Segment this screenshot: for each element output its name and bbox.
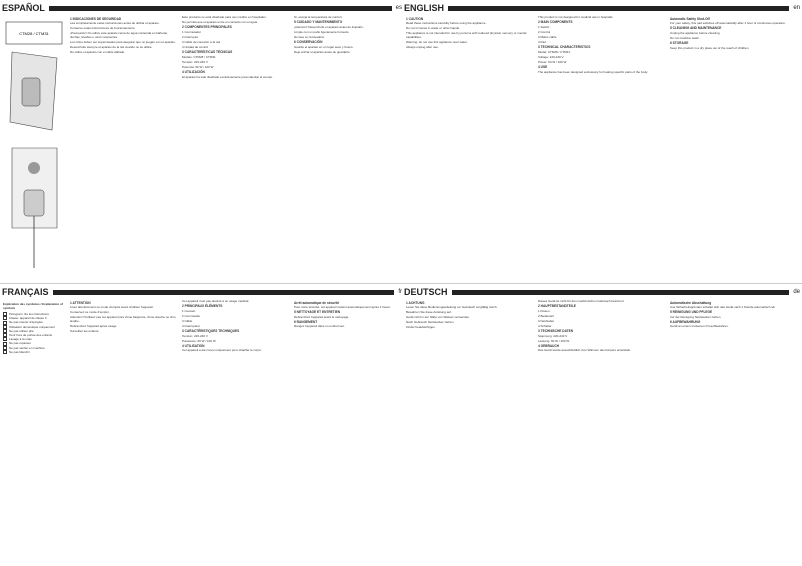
de-paragraph: Nach Gebrauch Netzstecker ziehen. [406,320,455,325]
fr-title: FRANÇAIS [2,287,49,297]
en-code: en [793,5,800,11]
es-paragraph: Deje enfriar el aparato antes de guardarlo. [294,49,351,54]
en-section-heading: 6 STORAGE [670,40,689,45]
fr-code: fr [398,289,402,295]
en-component: 1 Switch [538,24,550,29]
fr-section-heading: 6 RANGEMENT [294,319,318,324]
fr-component: 4 Interrupteur [182,323,201,328]
legend-item: Pictogram: lire les instructions [3,312,67,316]
de-col-2 [538,300,666,562]
de-paragraph: Vor der Reinigung Netzstecker ziehen. [670,314,722,319]
en-col-3 [670,16,798,278]
en-paragraph: Keep this product in a dry place out of the reach of children. [670,45,750,50]
de-paragraph: Gerät an einem trockenen Ort aufbewahren. [670,324,729,329]
fr-col-2 [182,300,290,562]
symbol-legend [3,302,67,564]
de-section-heading: 1 ACHTUNG [406,300,425,305]
en-col-1 [406,16,534,278]
en-paragraph: This appliance is not intended for use by persons with reduced physical, sensory or mental capabilities. [406,31,527,39]
es-component: 4 Unidad de control [182,45,209,50]
en-paragraph: Unplug the appliance before cleaning. [670,30,721,35]
de-paragraph: Bewahren Sie diese Anleitung auf. [406,310,452,315]
fr-paragraph: Surveillez les enfants. [70,329,100,334]
fr-paragraph: Conservez ce mode d'emploi. [70,310,110,315]
de-section-heading: 2 HAUPTBESTANDTEILE [538,304,576,309]
es-paragraph: ¡Atención! Desenchufe el aparato antes de limpiarlo. [294,24,364,29]
es-component: 1 Conmutador [182,29,202,34]
device-label: CTM28 / CTM31 [19,31,49,36]
es-spec: Potencia: 60 W / 100 W [182,64,214,69]
fr-paragraph: Lisez attentivement ce mode d'emploi avant d'utiliser l'appareil. [70,305,154,310]
es-code: es [395,5,402,11]
es-paragraph: No lave en la lavadora. [294,34,325,39]
fr-paragraph: Attention! N'utilisez pas cet appareil près d'une baignoire, d'une douche ou d'un lavabo. [70,315,176,323]
fr-paragraph: Rangez l'appareil dans un endroit sec. [294,324,345,329]
es-paragraph: Lea completamente estas instrucciones antes de utilizar el aparato. [70,21,160,26]
en-paragraph: Read these instructions carefully before using the appliance. [406,21,487,26]
bottom-page [0,283,802,566]
es-component: 3 Cable de conexión a la red [182,39,221,44]
de-paragraph: Lesen Sie diese Bedienungsanleitung vor Gebrauch sorgfältig durch. [406,305,498,310]
legend-item: Ne pas sécher en machine [3,346,67,350]
en-spec: Power: 60 W / 100 W [538,59,567,64]
de-section-heading: 6 AUFBEWAHRUNG [670,319,701,324]
es-section-heading: 6 CONSERVACIÓN [294,39,323,44]
es-col-1 [70,16,178,278]
fr-section-heading: 1 ATTENTION [70,300,91,305]
fr-component: 2 Commande [182,313,201,318]
en-paragraph: Do not immerse in water or other liquids. [406,26,460,31]
es-section-heading: 3 CARACTERÍSTICAS TÉCNICAS [182,50,233,55]
en-title: ENGLISH [404,3,445,13]
es-paragraph: ¡Precaución! No utilice este aparato cerca de agua contenida en bañeras, duchas, lavabos u otros recipientes. [70,31,168,39]
en-component: 2 Control [538,29,551,34]
es-spec: Tensión: 220-240 V [182,59,208,64]
en-paragraph: For your safety, this pad switches off automatically after 1 hour of continuous operation. [670,21,786,26]
de-component: 1 Kissen [538,308,550,313]
de-section-heading: 3 TECHNISCHE DATEN [538,329,574,334]
legend-item: Ne pas utiliser plié [3,329,67,333]
fr-section-heading: Arrêt automatique de sécurité [294,300,340,305]
en-paragraph: Always unplug after use. [406,45,439,50]
de-paragraph: Das Gerät wurde ausschließlich zum Wärmen des Körpers entwickelt. [538,348,631,353]
de-spec: Spannung: 220-240 V [538,333,568,338]
de-paragraph: Aus Sicherheitsgründen schaltet sich das Gerät nach 1 Stunde automatisch ab. [670,305,776,310]
legend-item: Utilisation domestique uniquement [3,325,67,329]
de-section-heading: 4 GEBRAUCH [538,343,560,348]
en-paragraph: Warning: do not use this appliance near water. [406,39,468,44]
fr-paragraph: Pour votre sécurité, cet appareil s'éteint automatiquement après 1 heure. [294,305,391,310]
es-header [2,2,402,14]
fr-section-heading: 3 CARACTÉRISTIQUES TECHNIQUES [182,329,240,334]
es-spec: Modelo: CTM28 / CTM31 [182,54,216,59]
es-section-heading: 4 UTILIZACIÓN [182,70,205,75]
en-section-heading: 3 TECHNICAL CHARACTERISTICS [538,45,591,50]
fr-col-1 [70,300,178,562]
de-component: 2 Bedienteil [538,313,554,318]
no-bleach-icon [3,350,7,354]
en-header [404,2,800,14]
de-component: 3 Netzkabel [538,318,554,323]
legend-item: Tenir hors de portée des enfants [3,333,67,337]
en-component: 3 Mains cable [538,34,557,39]
en-paragraph: Do not machine wash. [670,35,700,40]
de-title: DEUTSCH [404,287,448,297]
en-paragraph: This product is not designed for medical use in hospitals. [538,16,614,19]
es-paragraph: Guarde el aparato en un lugar seco y fresco. [294,44,354,49]
es-section-heading: 2 COMPONENTES PRINCIPALES [182,25,232,30]
fr-spec: Puissance: 60 W / 100 W [182,338,216,343]
de-header [404,286,800,298]
en-section-heading: 5 CLEANING AND MAINTENANCE [670,26,722,31]
en-section-heading: 4 USE [538,64,548,69]
es-paragraph: Limpie con un paño ligeramente húmedo. [294,29,350,34]
fr-col-3 [294,300,400,562]
fr-component: 1 Coussin [182,308,196,313]
en-section-heading: 1 CAUTION [406,16,424,21]
de-col-3 [670,300,798,562]
legend-item: Ne pas repasser [3,341,67,345]
es-section-heading: 1 INDICACIONES DE SEGURIDAD [70,16,122,21]
fr-paragraph: Cet appareil a été conçu uniquement pour chauffer le corps. [182,348,262,353]
fr-section-heading: 4 UTILISATION [182,343,205,348]
legend-item: Ne pas blanchir [3,350,67,354]
de-paragraph: Gerät nicht in der Nähe von Wasser verwenden. [406,315,470,320]
fr-component: 3 Câble [182,318,193,323]
fr-section-heading: 2 PRINCIPAUX ÉLÉMENTS [182,304,223,309]
es-component: 2 Interruptor [182,34,199,39]
de-code: de [793,289,800,295]
fr-paragraph: Débranchez l'appareil avant le nettoyage. [294,314,350,319]
en-spec: Model: CTM28 / CTM31 [538,49,571,54]
de-paragraph: Dieses Gerät ist nicht für den medizinischen Gebrauch bestimmt. [538,300,625,303]
es-paragraph: Sí, escoja la temperatura de confort. [294,16,343,19]
es-paragraph: Este producto no está diseñado para uso médico en hospitales. [182,16,267,19]
fr-paragraph: Débranchez l'appareil après usage. [70,323,118,328]
es-title: ESPAÑOL [2,3,45,13]
es-paragraph: Desenchufe siempre el aparato de la red cuando no se utilice. [70,45,153,50]
es-paragraph: El aparato ha sido diseñado exclusivamente para calentar el cuerpo. [182,74,274,79]
de-section-heading: 5 REINIGUNG UND PFLEGE [670,310,713,315]
en-paragraph: The appliance has been designed exclusively for heating specific parts of the body. [538,69,649,74]
fr-paragraph: Cet appareil n'est pas destiné à un usage médical. [182,300,250,303]
es-paragraph: Conserve estas instrucciones de funcionamiento. [70,26,136,31]
legend-title: Explication des symboles / Explanation of symbols [3,302,63,310]
fr-spec: Tension: 220-240 V [182,333,208,338]
de-spec: Leistung: 60 W / 100 W [538,338,570,343]
en-section-heading: Automatic Safety Shut-Off [670,16,710,21]
de-col-1 [406,300,534,562]
en-spec: Voltage: 220-240 V [538,54,564,59]
de-section-heading: Automatische Abschaltung [670,300,712,305]
es-col-2 [182,16,290,278]
legend-item: Lavage à la main [3,337,67,341]
legend-item: Classe: appareil de classe II [3,316,67,320]
de-paragraph: Kinder beaufsichtigen. [406,325,436,330]
es-paragraph: Los niños deben ser supervisados para asegurar que no juegan con el aparato. [70,39,176,44]
device-figure [2,18,67,280]
es-paragraph: No permita que el aparato entre en contacto con el agua. [182,20,258,25]
de-component: 4 Schalter [538,323,552,328]
en-component: 4 Pad [538,39,546,44]
es-section-heading: 5 CUIDADO Y MANTENIMIENTO [294,20,343,25]
es-paragraph: No utilice el aparato con el cable dañado. [70,50,126,55]
fr-header [2,286,402,298]
en-section-heading: 2 MAIN COMPONENTS [538,20,573,25]
es-col-3 [294,16,400,278]
fr-section-heading: 5 NETTOYAGE ET ENTRETIEN [294,310,341,315]
legend-item: Ne pas insérer d'épingles [3,320,67,324]
en-col-2 [538,16,666,278]
